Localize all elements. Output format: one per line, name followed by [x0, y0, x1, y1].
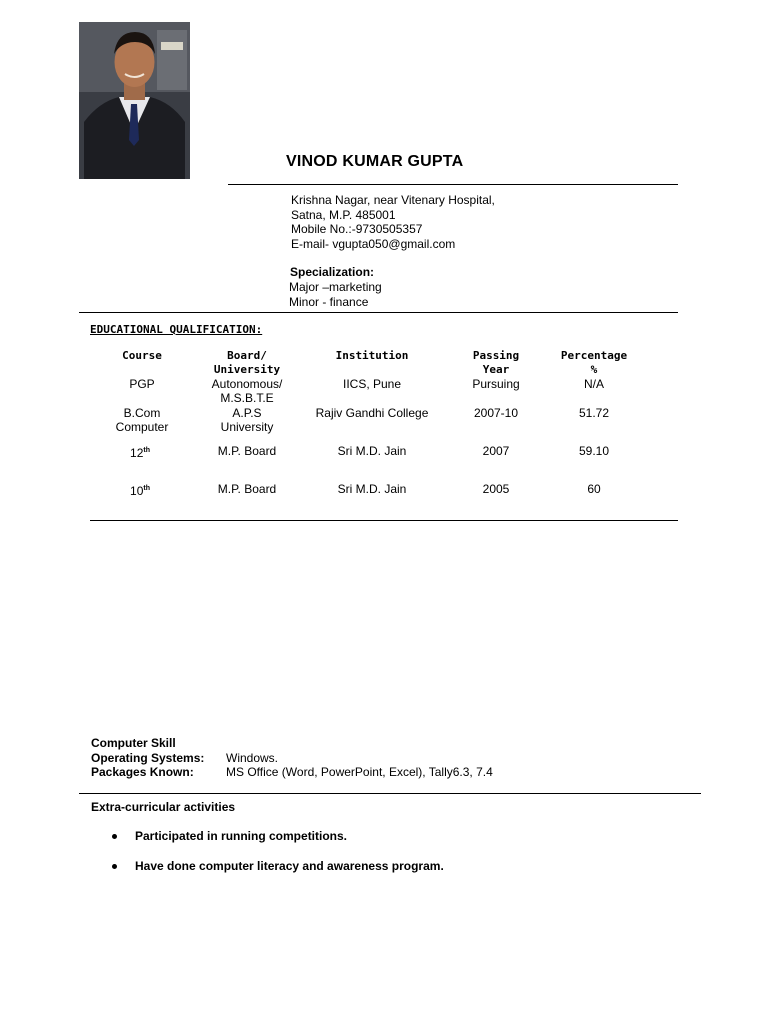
computer-skill-heading: Computer Skill	[91, 736, 176, 750]
cell-course: PGP	[129, 377, 155, 391]
cell-institution: IICS, Pune	[342, 377, 402, 391]
bullet-icon	[112, 834, 117, 839]
col-header-year: Passing Year	[472, 349, 520, 376]
education-divider	[90, 520, 678, 521]
email-address: E-mail- vgupta050@gmail.com	[291, 237, 456, 252]
name-divider	[228, 184, 678, 185]
address-line-2: Satna, M.P. 485001	[291, 207, 396, 222]
cell-year: 2005	[482, 482, 510, 496]
address-line-1: Krishna Nagar, near Vitenary Hospital,	[291, 193, 495, 207]
education-heading: EDUCATIONAL QUALIFICATION:	[90, 323, 263, 336]
cell-course: B.Com Computer	[115, 406, 169, 434]
cell-board: M.P. Board	[217, 444, 277, 458]
bullet-icon	[112, 864, 117, 869]
cell-board: Autonomous/ M.S.B.T.E	[211, 377, 283, 405]
cell-course: 10th	[130, 484, 150, 498]
cell-institution: Sri M.D. Jain	[337, 444, 407, 458]
cell-percentage: 59.10	[578, 444, 610, 458]
cell-institution: Rajiv Gandhi College	[315, 406, 429, 420]
list-item: Participated in running competitions.	[112, 829, 347, 843]
cell-percentage: 51.72	[578, 406, 610, 420]
cell-percentage: 60	[587, 482, 601, 496]
cell-course: 12th	[130, 446, 150, 460]
cell-board: M.P. Board	[217, 482, 277, 496]
specialization-list	[289, 280, 382, 309]
cell-institution: Sri M.D. Jain	[337, 482, 407, 496]
computer-skill-section	[91, 736, 493, 780]
packages-value: MS Office (Word, PowerPoint, Excel), Tally6.3, 7.4	[226, 765, 493, 779]
specialization-heading: Specialization:	[290, 265, 375, 279]
list-item: Have done computer literacy and awareness program.	[112, 859, 444, 873]
specialization-divider	[79, 312, 678, 313]
mobile-number: Mobile No.:-9730505357	[291, 222, 423, 237]
col-header-institution: Institution	[335, 349, 409, 362]
cell-year: Pursuing	[472, 377, 520, 391]
col-header-board: Board/ University	[213, 349, 281, 376]
specialization-minor: Minor - finance	[289, 294, 369, 309]
col-header-percentage: Percentage %	[560, 349, 628, 376]
skills-divider	[79, 793, 701, 794]
cell-year: 2007-10	[473, 406, 519, 420]
cell-year: 2007	[482, 444, 510, 458]
operating-systems-row	[91, 751, 493, 766]
cell-board: A.P.S University	[220, 406, 274, 434]
contact-block	[291, 193, 495, 252]
packages-label: Packages Known:	[91, 765, 194, 779]
os-label: Operating Systems:	[91, 750, 205, 765]
specialization-major: Major –marketing	[289, 280, 382, 294]
packages-row	[91, 765, 493, 780]
candidate-name: VINOD KUMAR GUPTA	[286, 153, 464, 170]
extra-curricular-heading: Extra-curricular activities	[91, 800, 236, 814]
profile-photo	[79, 22, 190, 179]
cell-percentage: N/A	[583, 377, 605, 391]
profile-photo-image	[79, 22, 190, 179]
col-header-course: Course	[122, 349, 162, 362]
os-value: Windows.	[226, 750, 279, 765]
